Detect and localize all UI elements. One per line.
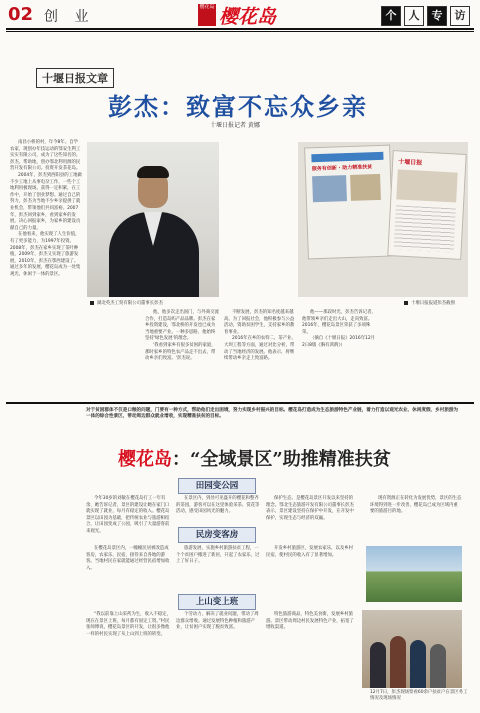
clipping-image <box>350 174 381 201</box>
paragraph: 保护生态，是樱花岛景区开发以来坚持的理念。鄂北生态旅游开发有限公司董事长彭杰表示，景区建设坚持在保护中开发，在开发中保护，实现生态与经济的双赢。 <box>266 496 354 521</box>
article-headline <box>118 445 391 471</box>
paragraph: 今年30岁的刘敏在樱花岛打工一年有余，她告诉记者，景区的建设让她在家门口就实现了就业，每月有稳定的收入。樱花岛景区以田园为基础，把传统农业与旅游相结合，让田园变成了公园，吸引了大量游客前来观光。 <box>86 496 170 534</box>
clipping-header-bar <box>311 152 383 163</box>
photo-caption: 十堰日报报道彭杰截图 <box>404 300 455 306</box>
photo-figure-hair <box>137 166 169 178</box>
section1-column-2 <box>176 496 262 516</box>
section1-column-4 <box>370 496 462 516</box>
section3-column-2 <box>176 612 262 632</box>
article-column-1 <box>10 140 82 278</box>
photo-caption: 12月7日，彭杰现场察看60余户扶贫户在景区务工情况及现场情况 <box>370 690 468 701</box>
subheading: 民房变客房 <box>178 527 256 543</box>
paragraph: 在景区内，到处可见盛开的樱花和整齐的茶园，游客可以在这里体验采茶、赏花等活动，感受田园风光的魅力。 <box>176 496 260 515</box>
byline: 十堰日报记者 黄娜 <box>210 122 260 129</box>
tag-char: 人 <box>404 6 424 26</box>
section1-column-3 <box>266 496 354 522</box>
paragraph: 个劳动力，解决了就业问题，带动了周边群众增收。通过发展特色种植和旅游产业，让贫困户实现了脱贫致富。 <box>176 612 259 631</box>
article-headline: 彭杰：致富不忘众乡亲 <box>108 92 368 121</box>
clipping-2 <box>387 150 466 260</box>
subheading: 田园变公园 <box>178 478 256 494</box>
paragraph: 现有资源正在转化为发展优势，景区的生态环境得到进一步改善，樱花岛已成为区域内重要的旅游目的地。 <box>370 496 462 515</box>
photo-person <box>370 642 386 688</box>
article-column-4 <box>302 310 376 350</box>
headline-quote: “全域景区”助推精准扶贫 <box>190 449 391 470</box>
clipping-image <box>396 169 457 202</box>
header-rule <box>6 28 474 30</box>
article-intro: 对于贫困群体不仅是口粮的问题，门要有一种方式，帮助他们走出困境，努力实现乡村振兴的目标。樱花岛打造成为生态旅游特色产业链，着力打造以观光农业、休闲度假、乡村旅游为一体的综合性景区，带动周边群众就业增收，实现精准扶贫的目标。 <box>86 408 459 420</box>
section2-column-2 <box>176 546 262 566</box>
scenery-photo <box>366 546 462 602</box>
paragraph: 开发乡村旅游区，发展农家乐，以及乡村民宿，使村民的收入有了显著增加。 <box>266 546 354 558</box>
people-photo <box>362 610 462 688</box>
section3-column-1 <box>86 612 172 638</box>
article-column-2 <box>145 310 219 363</box>
paragraph: （摘自《十堰日报》2016年12月2日8版《胸有鸿鹄》） <box>302 336 376 348</box>
paragraph: 旅游发展，实施乡村旅游扶贫工程，一个个贫困户搬进了新居，开起了农家乐，过上了好日子。 <box>176 546 260 565</box>
article-column-3 <box>224 310 296 363</box>
paragraph: '我看到家乡有很多贫困的家庭，那时家乡的特色农产品走不出去，带动乡亲们致富。'彭杰说。 <box>145 342 216 362</box>
clipping-title: 服务有创新 · 助力精准扶贫 <box>311 164 373 173</box>
section-divider <box>6 402 474 404</box>
page-number: 02 <box>8 4 34 25</box>
headline-colon: ： <box>172 449 190 470</box>
photo-person <box>430 644 446 688</box>
section2-column-1 <box>86 546 172 572</box>
newspaper-clipping-photo <box>298 142 468 297</box>
paragraph: 他，他多次走出国门，与外商交流合作，打造岛屿产品品牌。彭杰在家乡投资建设，鄂北桥的开发也已成为当地重要产业。一种多思路，他始终坚持'绿色发展'的理念。 <box>145 310 219 342</box>
clipping-image <box>312 175 347 202</box>
section2-column-3 <box>266 546 354 559</box>
section3-column-3 <box>266 612 354 632</box>
tag-char: 专 <box>427 6 447 26</box>
column-tag: 十堰日报文章 <box>36 68 114 88</box>
paragraph: 南昌小桥的村，年今8年。自学农家，现创办年技运动的鄂安生利工实实有限公司，成为了这些知名的。彭杰，帮助地，创办鄂北利用源的民营开发有限公司。投资开发茶花岛。 <box>10 140 81 172</box>
photo-person <box>410 640 426 688</box>
column-tags <box>381 6 470 26</box>
clipping-text-lines <box>394 205 456 252</box>
photo-caption: 湖北英杰工贸有限公司董事长彭杰 <box>90 300 163 306</box>
logo-box: 樱花岛 <box>198 4 216 26</box>
section-title: 创 业 <box>44 9 95 25</box>
paragraph: “我以前靠上山采药为生，收入不稳定，现在在景区上班，每月都有固定工资。”村民张师傅说，樱花岛景区的开发，让很多像他一样的村民实现了从上山到上班的转变。 <box>86 612 171 637</box>
tag-char: 访 <box>450 6 470 26</box>
subheading: 上山变上班 <box>178 594 256 610</box>
section1-column-1 <box>86 496 172 536</box>
paragraph: 特色旅游商品，特色美食街，发展乡村旅游。景区带动周边村民发展特色产业，拓宽了增收渠道。 <box>266 612 354 631</box>
tag-char: 个 <box>381 6 401 26</box>
paragraph: 2004年，彭杰到西阳县的工地做不少工地上从事电杂工作，一些个工地利用极现场。获得一定积累，在工作中，开始了创业梦想。通过自己的努力，彭杰为当地不少乡亲提供了就业机会，带领他们共同富裕。2007年，彭杰回到家乡，看到家乡的发展，决心回报家乡，为家乡的建设贡献自己的力量。 <box>10 172 82 231</box>
paragraph: 他——那段时光，彭杰告诉记者，他带领乡亲们走出大山，走向致富。2016年，樱花岛景区荣获了多项殊荣。 <box>302 310 376 335</box>
paragraph: 不断发展，彭杰的知名度越来越高。为了回报社会，他积极参与公益活动，资助贫困学生，支持家乡的教育事业。 <box>224 310 295 335</box>
portrait-photo <box>87 142 219 297</box>
paragraph: 在他看来，他实现了人生价值，有了更多能力，为1997年投资。2008年，彭杰在家乡实现了茶叶种植，2009年，彭杰又实现了旅游发展，2010年，彭杰在鄂西建设了。通过多年的发展，樱花岛成为一处集观光、休闲于一体的景区。 <box>10 232 81 277</box>
paragraph: 2016年在乡的农特二、茶产业、大坝工程等方面，通过对比分析，带动了当地经济的发展。他表示，将继续带动乡亲走上致富路。 <box>224 336 296 362</box>
clipping-1 <box>304 145 394 260</box>
photo-person <box>390 636 406 688</box>
clipping-title: 十堰日报 <box>398 158 423 167</box>
header-rule-thin <box>6 31 474 32</box>
headline-red: 樱花岛 <box>118 449 172 470</box>
paragraph: 在樱花岛景区内，一幢幢民居被改造成客房，农家乐、民宿，接待来自各地的游客。当地村民在家就能通过经营民宿增加收入。 <box>86 546 170 571</box>
logo-text: 樱花岛 <box>219 6 277 28</box>
newspaper-logo <box>198 2 276 30</box>
